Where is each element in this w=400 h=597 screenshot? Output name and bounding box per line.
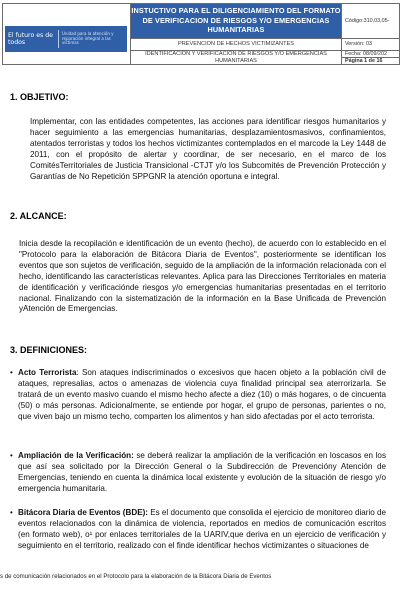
logo-sub-text: Unidad para la atención y reparación integral a las víctimas [62, 30, 114, 46]
definition-item [10, 451, 386, 495]
page-number: Página 1 de 16 [345, 58, 383, 64]
process-name: PREVENCION DE HECHOS VICTIMIZANTES [131, 39, 341, 51]
objective-heading: 1. OBJETIVO: [10, 92, 69, 102]
document-date: Fecha: 08/09/202 [342, 51, 400, 58]
bullet-icon: • [10, 451, 13, 460]
document-code: Código:310,03,05- [342, 4, 400, 39]
definition-text: se deberá realizar la ampliación de la verificación en loscasos en los que así sea solicitado por la Dirección General o la Subdirección de Prevencióny Atención de Emergencias, teniendo en cuenta la dinámica local existente y evolución de la situación de riesgo y/o emergencia humanitaria. [18, 451, 386, 493]
definition-text: : Son ataques indiscriminados o excesivos que hacen objeto a la población civil de ataques, represalias, actos o amenazas de violencia cuya finalidad principal sea aterrorizarla. Se tratará de un evento masivo cuando el mismo hecho afecte a diez (10) o más hogares, o de cincuenta (50) o más personas. Adicionalmente, se entiende por hogar, el grupo de personas, parientes o no, que viven bajo un mismo techo, comparten los alimentos y han sido afectadas por el acto terrorista. [18, 368, 387, 421]
footnote: s de comunicación relacionados en el Protocolo para la elaboración de la Bitácora Diaria de Eventos [0, 573, 272, 580]
scope-heading: 2. ALCANCE: [10, 211, 67, 221]
scope-paragraph: Inicia desde la recopilación e identificación de un evento (hecho), de acuerdo con lo establecido en el "Protocolo para la elaboración de Bitácora Diaria de Eventos", posteriormente se identifican los eventos que son sujetos de verificación, seguido de la ampliación de la información relacionada con el hecho, identificando las características relevantes. Aplica para las Direcciones Territoriales en materia de identificación y verificaciónde riesgos y/o emergencias humanitarias presentadas en el territorio nacional. Finalizando con la sistematización de la información en la Base Unificada de Prevención yAtención de Emergencias. [19, 239, 386, 314]
bullet-icon: • [10, 368, 13, 377]
document-header [2, 3, 400, 65]
logo-main-text: El futuro es de todos [8, 32, 53, 46]
definition-item [10, 368, 387, 423]
document-version: Versión: 03 [342, 39, 400, 51]
logo-separator [58, 30, 59, 48]
document-title: INSTUCTIVO PARA EL DILIGENCIAMIENTO DEL FORMATO DE VERIFICACION DE RIESGOS Y/O EMERGENCIAS HUMANITARIAS [131, 4, 341, 39]
definitions-heading: 3. DEFINICIONES: [10, 345, 88, 355]
logo-cell [3, 4, 131, 64]
definition-term: Acto Terrorista [18, 368, 77, 377]
definition-term: Ampliación de la Verificación: [18, 451, 134, 460]
metadata-column [341, 4, 400, 64]
procedure-name: IDENTIFICACIÓN Y VERIFICACIÓN DE RIESGOS Y/O EMERGENCIAS HUMANITARIAS [145, 51, 327, 64]
bullet-icon: • [10, 508, 13, 517]
definition-term: Bitácora Diaria de Eventos (BDE): [18, 508, 148, 517]
definition-text: Es el documento que consolida el ejercicio de monitoreo diario de eventos relacionados con la dinámica de violencia, reportados en medios de comunicación escritos (en formato web), o¹ por enlaces territoriales de la UARIV,que deriva en un ejercicio de verificación y seguimiento en el territorio, realizado con el finde identificar hechos victimizantes o situaciones de [18, 508, 386, 550]
institution-logo [5, 26, 127, 52]
definition-item [10, 508, 386, 552]
objective-paragraph: Implementar, con las entidades competentes, las acciones para identificar riesgos humanitarios y hacer seguimiento a las emergencias humanitarias, desplazamientosmasivos, confinamientos, atentados terroristas y todos los hechos victimizantes contemplados en el marcode la Ley 1448 de 2011, con el propósito de alertar y coordinar, de ser necesario, en el marco de los ComitésTerritoriales de Justicia Transicional -CTJT y/o los Subcomités de Prevención Protección y Garantías de No Repetición SPPGNR la atención oportuna e integral. [30, 117, 386, 181]
